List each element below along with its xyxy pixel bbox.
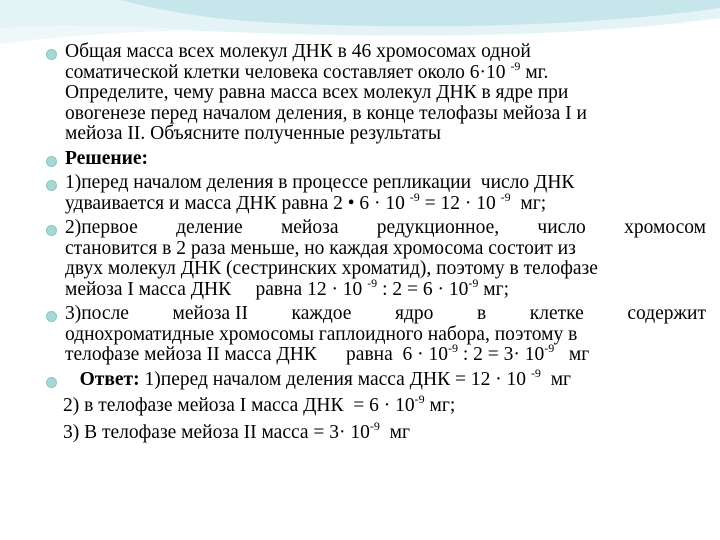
answer-label: Ответ:: [79, 368, 140, 390]
solution-heading-item: [46, 149, 706, 170]
bullet-icon: [46, 311, 57, 322]
step-1-item: [46, 173, 706, 214]
step-3-line-1: 3)после мейоза II каждое ядро в клетке содержит: [65, 303, 706, 324]
step-2-line-2: становится в 2 раза меньше, но каждая хромосома состоит из: [65, 237, 576, 259]
task-item: [46, 42, 706, 145]
bullet-icon: [46, 377, 57, 388]
task-line-2: соматической клетки человека составляет около 6·10 $^{-9}$ мг.: [65, 58, 549, 83]
step-1-line-2: удваивается и масса ДНК равна 2 • 6 · 10 $^{-9}$ = 12 · 10 $^{-9}$ мг;: [65, 189, 547, 214]
task-line-4: овогенезе перед началом деления, в конце телофазы мейоза I и: [65, 102, 587, 124]
step-2-line-4: мейоза I масса ДНК равна 12 · 10 $^{-9}$ : $2 = 6 \cdot 10^{-9}$ мг;: [65, 275, 509, 300]
step-2-line-3: двух молекул ДНК (сестринских хроматид), поэтому в телофазе: [65, 258, 598, 279]
step-2-item: [46, 218, 706, 300]
task-line-5: мейоза II. Объясните полученные результаты: [65, 123, 441, 144]
step-2-line-1: 2)первое деление мейоза редукционное, число хромосом: [65, 217, 706, 238]
step-3-line-3: телофазе мейоза II масса ДНК равна $6 \cdot 10^{-9}$ : $2 = 3\cdot 10^{-9}$ мг: [65, 341, 590, 365]
task-line-1: Общая масса всех молекул ДНК в 46 хромосомах одной: [65, 41, 531, 62]
step-3-item: [46, 304, 706, 366]
answer-line-1: Ответ: 1)перед началом деления масса ДНК = 12 · 10 $^{-9}$ мг: [79, 365, 572, 390]
answer-line-3: 3) В телофазе мейоза II масса = $3\cdot 10^{-9}$ мг: [63, 418, 410, 443]
bullet-icon: [46, 180, 57, 191]
step-1-line-1: 1)перед началом деления в процессе репликации число ДНК: [65, 172, 575, 193]
answer-line-2: 2) в телофазе мейоза I масса ДНК = $6 \cdot 10^{-9}$ мг;: [63, 392, 456, 416]
bullet-icon: [46, 225, 57, 236]
slide-content: [46, 42, 706, 443]
task-line-3: Определите, чему равна масса всех молекул ДНК в ядре при: [65, 82, 569, 103]
answer-item: [46, 365, 706, 391]
solution-heading: Решение:: [65, 147, 149, 169]
bullet-icon: [46, 49, 57, 60]
step-3-line-2: однохроматидные хромосомы гаплоидного набора, поэтому в: [65, 323, 578, 345]
bullet-icon: [46, 156, 57, 167]
